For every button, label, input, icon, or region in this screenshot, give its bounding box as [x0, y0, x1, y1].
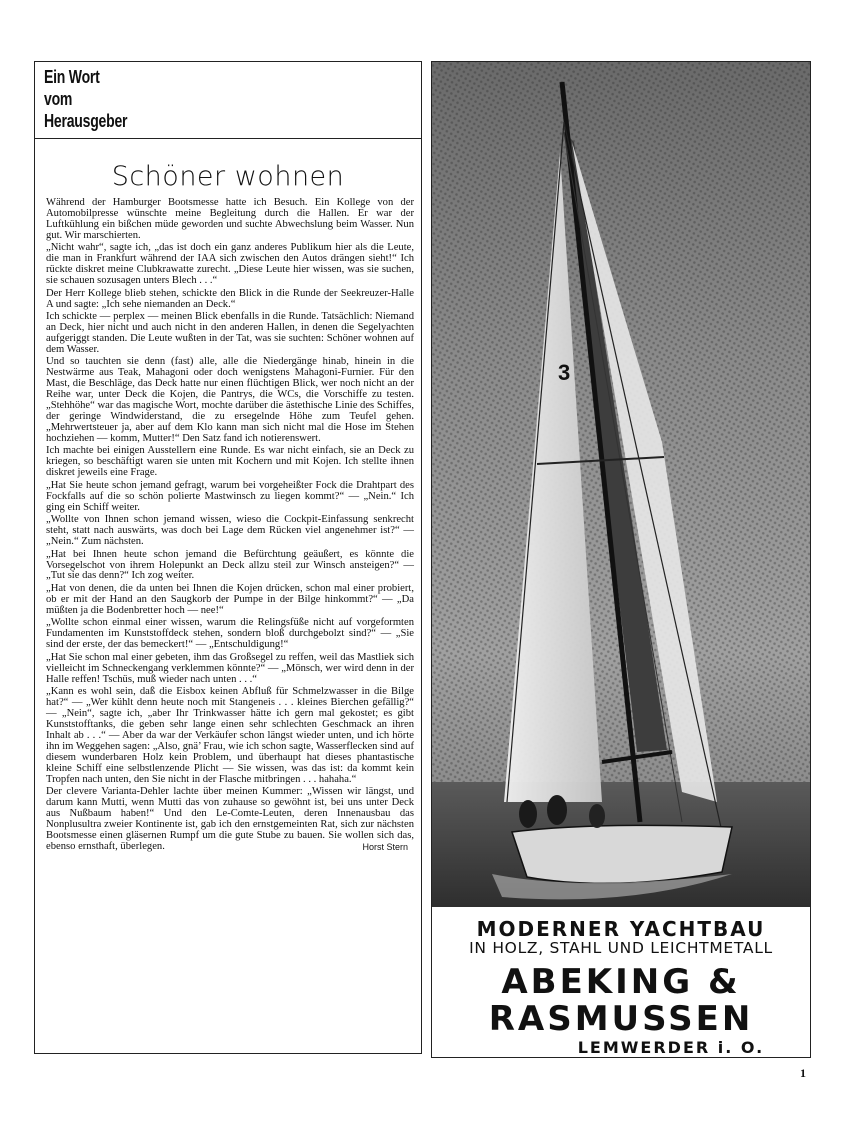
column-header	[35, 62, 421, 139]
paragraph: „Hat Sie heute schon jemand gefragt, warum bei vorgeheißter Fock die Drahtpart des Fockfalls auf die so schön polierte Mastwinsch zu liegen kommt?“ — „Nein.“ Ich ging ein Schiff weiter.	[46, 479, 414, 513]
column-heading	[44, 66, 200, 132]
yacht-advertisement	[431, 61, 811, 1058]
crew	[519, 800, 537, 828]
heading-line: Herausgeber	[44, 111, 128, 131]
paragraph: „Wollte schon einmal einer wissen, warum die Relingsfüße nicht auf vorgeformten Fundamenten im Kunststoffdeck stehen, sondern bloß durchgebolzt sind?“ — „Sie sind der erste, der das bemeckert!“ — „Entschuldigung!“	[46, 617, 414, 651]
article-title: Schöner wohnen	[111, 161, 345, 192]
advertisement-text	[432, 907, 810, 1057]
heading-line: vom	[44, 89, 73, 109]
paragraph: Ich schickte — perplex — meinen Blick ebenfalls in die Runde. Tatsächlich: Niemand an Deck, hier nicht und auch nicht in den anderen Hallen, in denen die Segelyachten aufgeriggt standen. Die Leute wußten in der Tat, was sie suchten: Schöner wohnen auf dem Wasser.	[46, 311, 414, 355]
paragraph: „Wollte von Ihnen schon jemand wissen, wieso die Cockpit-Einfassung senkrecht steht, statt nach auswärts, was doch bei Lage dem Rücken viel angenehmer ist?“ — „Nein.“ Zum nächsten.	[46, 514, 414, 548]
sailing-yacht-photo	[432, 62, 810, 907]
author-signature: Horst Stern	[362, 841, 408, 852]
paragraph: „Hat Sie schon mal einer gebeten, ihm das Großsegel zu reffen, weil das Mastliek sich vielleicht im Schneckengang verklemmen könnte?“ — „Mönsch, wer wird denn in der Halle reffen! Tschüs, muß wieder nach unten . . .“	[46, 651, 414, 685]
ad-subline: IN HOLZ, STAHL UND LEICHTMETALL	[469, 939, 773, 957]
sail-number: 3	[558, 360, 571, 385]
paragraph: „Hat bei Ihnen heute schon jemand die Befürchtung geäußert, es könnte die Vorsegelschot von ihrem Holepunkt an Deck allzu steil zur Winsch ansteigen?“ — „Tut sie das denn?“ Ich zog weiter.	[46, 548, 414, 582]
editorial-column	[34, 61, 422, 1054]
paragraph: „Kann es wohl sein, daß die Eisbox keinen Abfluß für Schmelzwasser in die Bilge hat?“ — „Wer kühlt denn heute noch mit Stangeneis . . . kleines Bierchen gefällig?“ — „Nein“, sagte ich, „aber Ihr Trinkwasser hätte ich gern mal gekostet; es gibt Kunststofftanks, die geben sehr lange einen sehr schlechten Geschmack an ihren Inhalt ab . . .“ — Aber da war der Verkäufer schon längst wieder unten, und ich hörte ihn im Weggehen sagen: „Also, gnä’ Frau, wie ich schon sagte, Wasserflecken sind auf diesem wunderbaren Holz kein Problem, und überhaupt hat dieses phantastische kleine Schiff eine selbstlenzende Plicht — Sie wissen, was das ist: da kommt kein Tropfen nach unten, den Sie nicht in der Flasche mitbringen . . . hahaha.“	[46, 685, 414, 785]
crew	[589, 804, 605, 828]
company-name-line2: RASMUSSEN	[488, 999, 754, 1039]
crew	[547, 795, 567, 825]
ad-headline: MODERNER YACHTBAU	[476, 917, 766, 941]
paragraph: Ich machte bei einigen Ausstellern eine Runde. Es war nicht einfach, sie an Deck zu kriegen, so beschäftigt waren sie unten mit Kochern und mit Kojen. Ich stellte ihnen diskret jeweils eine Frage.	[46, 445, 414, 479]
paragraph: Und so tauchten sie denn (fast) alle, alle die Niedergänge hinab, hinein in die Nestwärme aus Teak, Mahagoni oder doch wenigstens Mahagoni-Furnier. Für den Mast, die Beschläge, das Deck hatte nur einen flüchtigen Blick, wer noch nicht an der Reihe war, unter Deck die Kojen, die Pantrys, die WCs, die Vorschiffe zu testen. „Stehhöhe“ war das magische Wort, mochte darüber die ästethische Linie des Schiffes, der geringe Windwiderstand, die zu ersegelnde Höhe zum Teufel gehen. „Mehrwertsteuer ja, aber auf dem Klo kann man sich nicht mal die Hose im Stehen hochziehen — komm, Mutter!“ Den Satz fand ich notierenswert.	[46, 356, 414, 445]
paragraph-text: Der clevere Varianta-Dehler lachte über meinen Kummer: „Wissen wir längst, und darum kann Mutti, wenn Mutti das von zuhause so gewöhnt ist, bei uns unter Deck aus Nußbaum haben!“ Und den Le-Comte-Leuten, deren Innenausbau das Nonplusultra zweier Kontinente ist, gab ich den ernstgemeinten Rat, sich zur nächsten Bootsmesse einen gläsernen Rumpf um die gute Stube zu bauen. Sie wollen sich das, ebenso ernsthaft, überlegen.	[46, 786, 414, 852]
heading-line: Ein Wort	[44, 67, 100, 87]
article-body	[46, 198, 414, 854]
company-location: LEMWERDER i. O.	[577, 1038, 765, 1057]
company-name-line1: ABEKING &	[501, 962, 741, 1002]
paragraph	[46, 787, 414, 853]
hull	[512, 825, 732, 883]
page-number: 1	[800, 1066, 806, 1080]
paragraph: Der Herr Kollege blieb stehen, schickte den Blick in die Runde der Seekreuzer-Halle A und sagte: „Ich sehe niemanden an Deck.“	[46, 287, 414, 310]
paragraph: „Hat von denen, die da unten bei Ihnen die Kojen drücken, schon mal einer probiert, ob er mit der Hand an den Saugkorb der Pumpe in der Bilge hinkommt?“ — „Da müßten ja die Bodenbretter hoch — nee!“	[46, 582, 414, 616]
paragraph: „Nicht wahr“, sagte ich, „das ist doch ein ganz anderes Publikum hier als die Leute, die man in Frankfurt während der IAA sich zwischen den Autos drängen sieht!“ Ich rückte diskret meine Clubkrawatte zurecht. „Diese Leute hier wissen, was sie suchen, sie schauen sozusagen unters Blech . . .“	[46, 242, 414, 287]
paragraph: Während der Hamburger Bootsmesse hatte ich Besuch. Ein Kollege von der Automobilpresse wünschte meine Begleitung durch die Hallen. Er war der Luftkühlung ein bißchen müde geworden und suchte Abwechslung beim Wasser. Nun gut. Wir marschierten.	[46, 197, 414, 241]
